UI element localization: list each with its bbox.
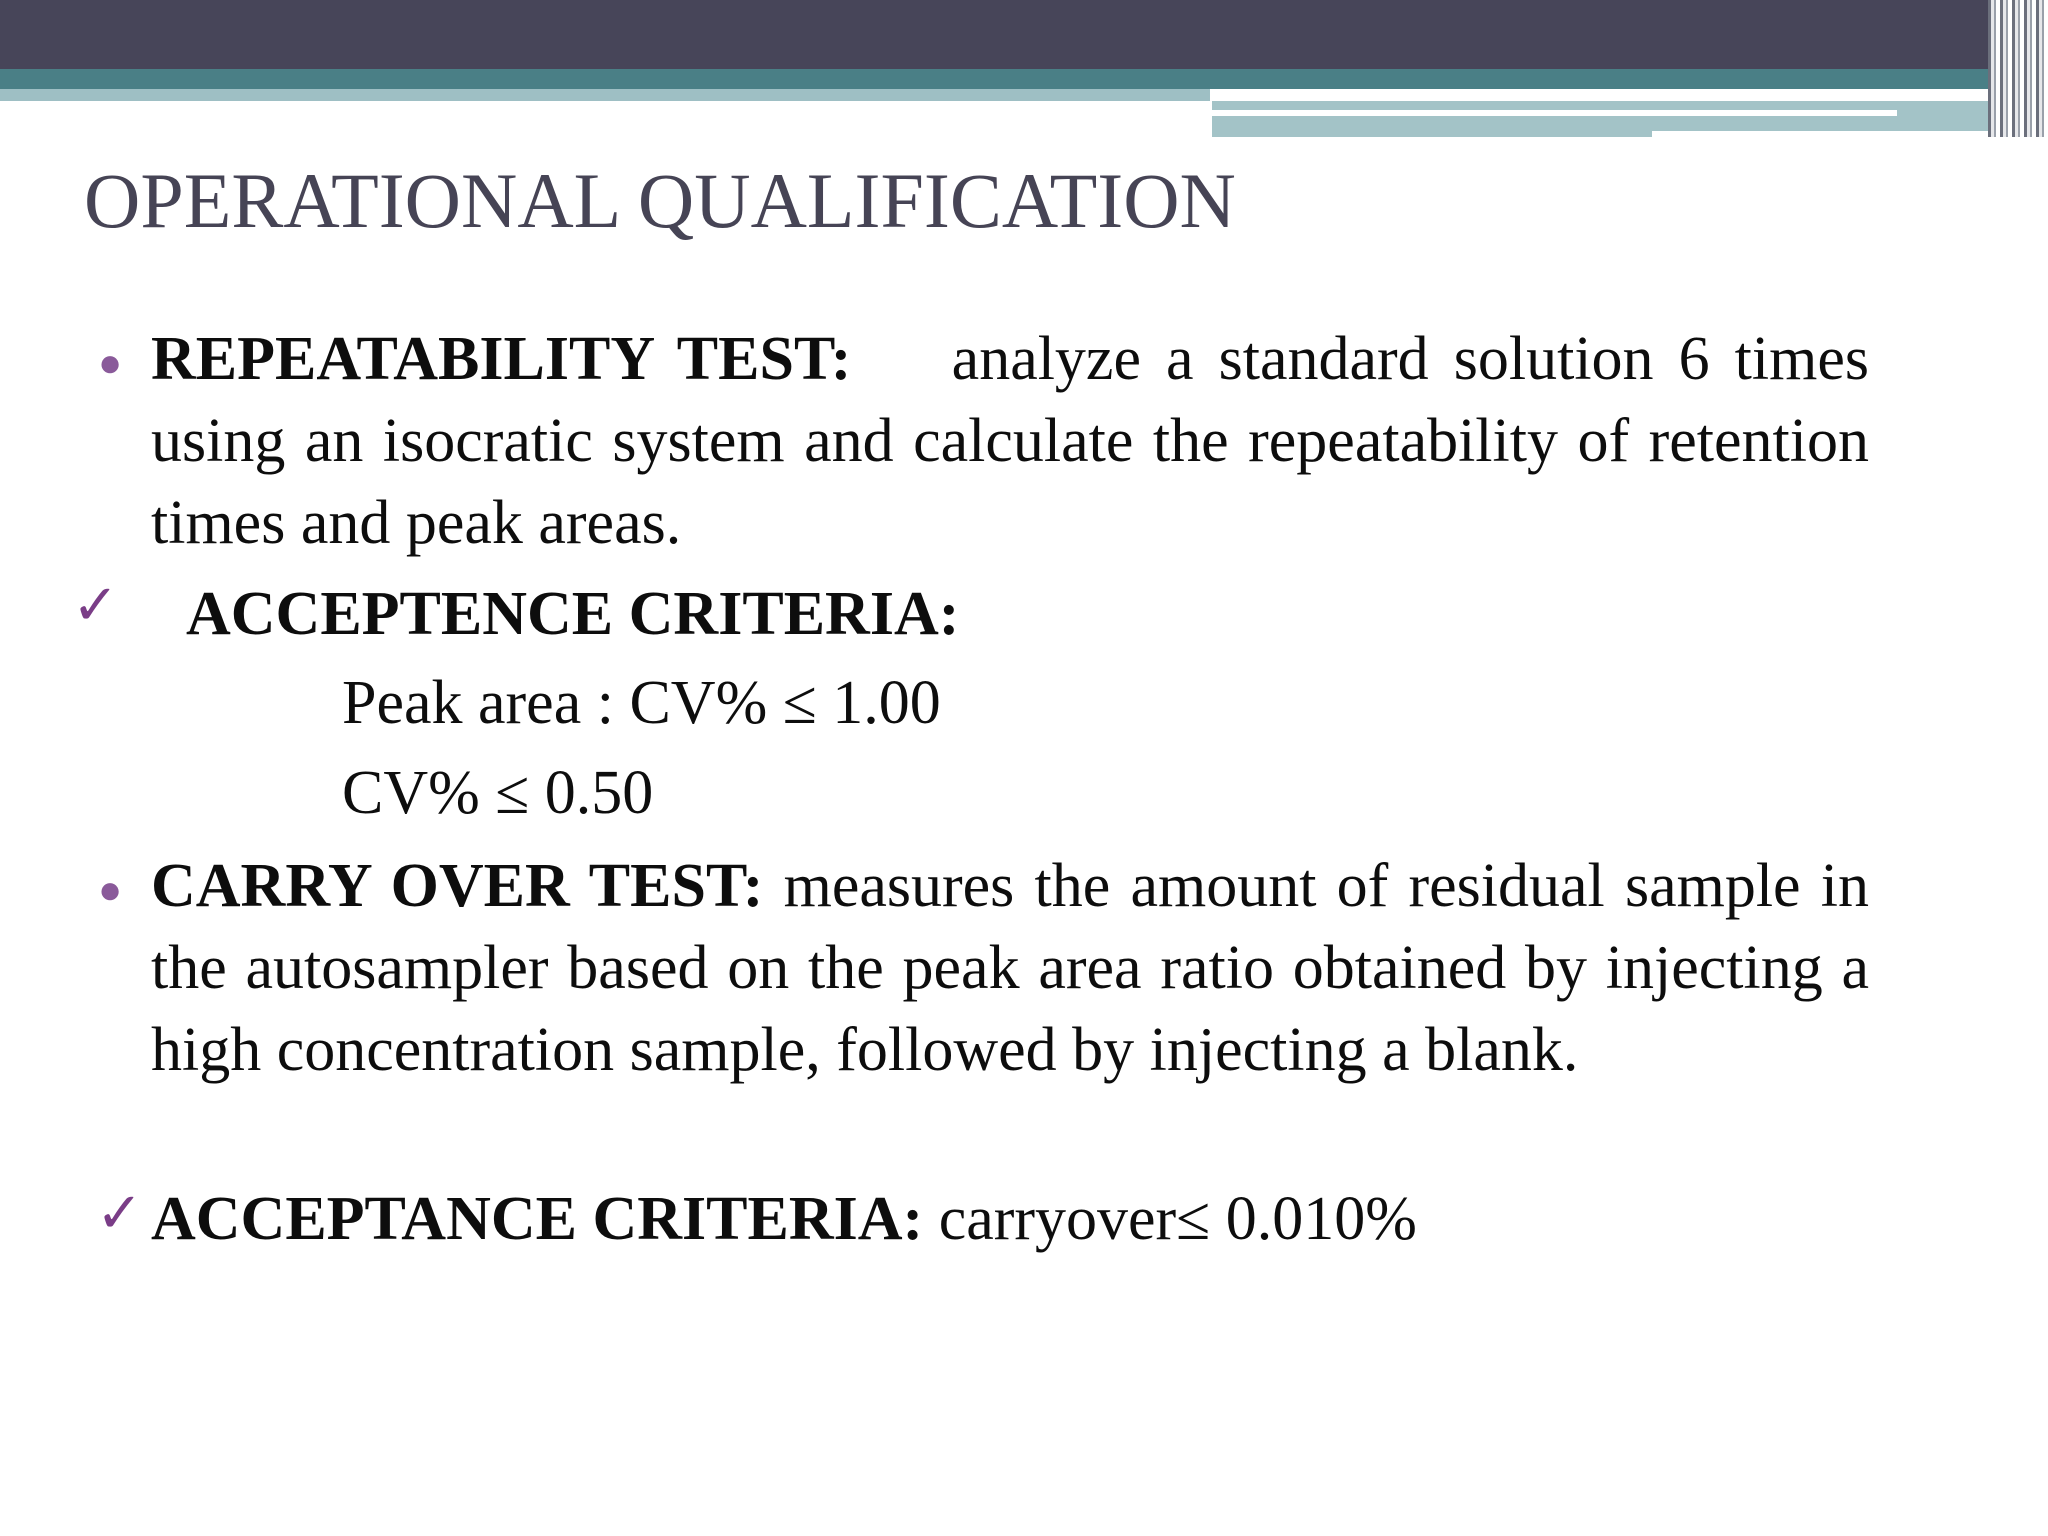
cv-line: CV% ≤ 0.50 [342, 759, 654, 827]
header-divider-line-2 [1652, 131, 2012, 137]
carry-over-heading: CARRY OVER TEST: [151, 852, 764, 920]
header-band-teal [0, 69, 2048, 89]
carry-over-text: measures the amount of residual sample in the autosampler based on the peak area ratio obtained by injecting a high concentration sample, followed by injecting a blank. [151, 852, 1870, 1084]
header-divider-line [1212, 110, 1897, 116]
repeatability-heading: REPEATABILITY TEST: [151, 325, 852, 393]
acceptance-line [151, 1185, 1417, 1253]
slide-title: OPERATIONAL QUALIFICATION [84, 157, 1236, 244]
checkmark-icon: ✓ [72, 573, 119, 638]
acceptance-heading: ACCEPTANCE CRITERIA: [151, 1185, 924, 1253]
bullet-dot-icon: ● [98, 340, 123, 385]
header-band-light [0, 89, 1210, 101]
checkmark-icon: ✓ [96, 1181, 143, 1246]
header-band-dark [0, 0, 2048, 69]
acceptence-heading: ACCEPTENCE CRITERIA: [186, 580, 960, 648]
repeatability-paragraph [151, 318, 1869, 564]
repeatability-text: analyze a standard solution 6 times using an isocratic system and calculate the repeatability of retention times and peak areas. [151, 325, 1870, 557]
carry-over-paragraph [151, 845, 1869, 1091]
peak-area-line: Peak area : CV% ≤ 1.00 [342, 669, 941, 737]
header-stripes [1988, 0, 2048, 137]
acceptance-value: carryover≤ 0.010% [938, 1185, 1417, 1253]
bullet-dot-icon: ● [98, 867, 123, 912]
